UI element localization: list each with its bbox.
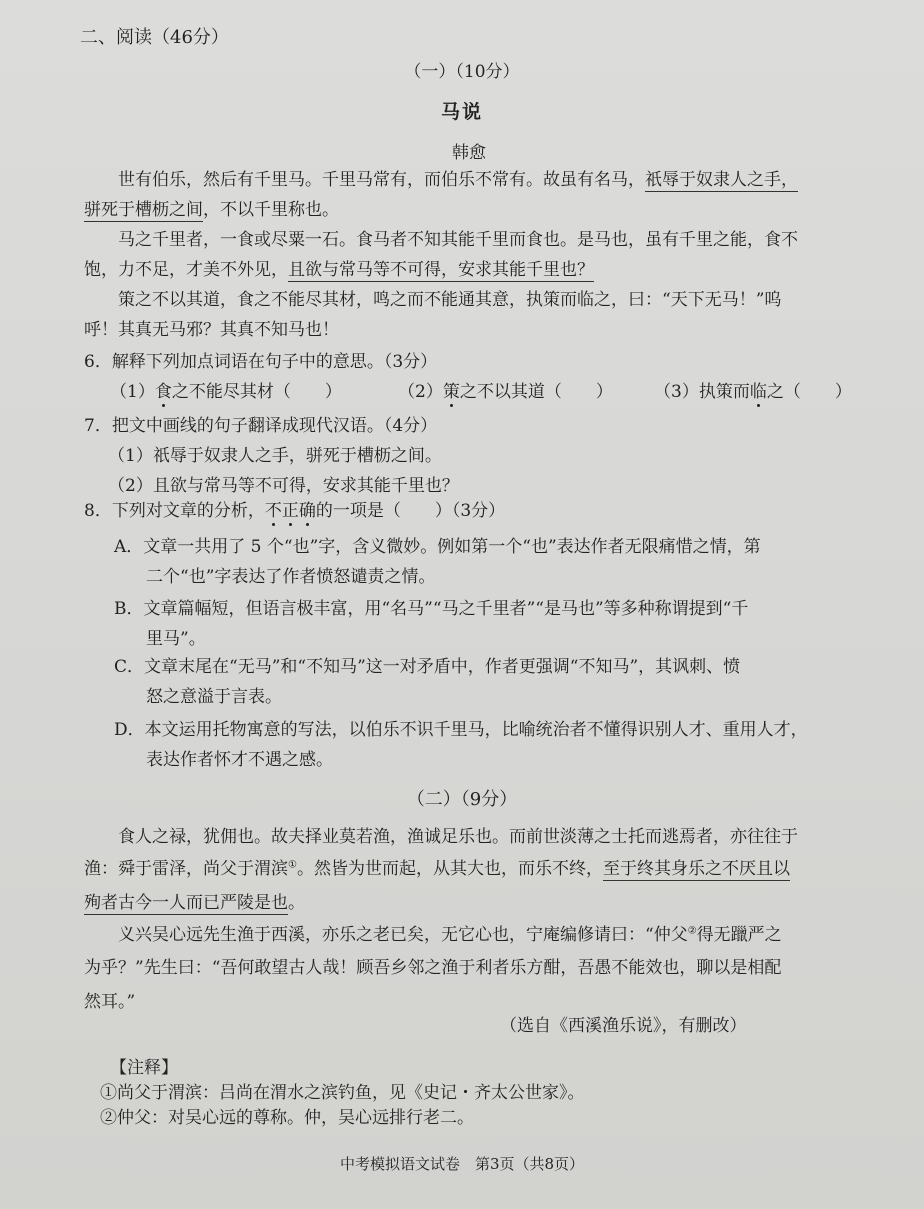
passage1-line: 骈死于槽枥之间，不以千里称也。 <box>84 200 339 220</box>
underlined-sentence: 骈死于槽枥之间 <box>84 200 203 220</box>
passage2-line: 义兴吴心远先生渔于西溪，亦乐之老已矣，无它心也，宁庵编修请曰：“仲父②得无躐严之 <box>118 925 782 945</box>
question-6-option-1: （1）食之不能尽其材（ ） <box>110 382 342 402</box>
underlined-sentence: 且欲与常马等不可得，安求其能千里也？ <box>288 260 594 280</box>
passage-title: 马说 <box>440 101 483 123</box>
passage-source: （选自《西溪渔乐说》，有删改） <box>500 1016 747 1036</box>
question-6-option-2: （2）策之不以其道（ ） <box>398 382 613 402</box>
underlined-sentence: 祇辱于奴隶人之手， <box>645 170 798 190</box>
notes-heading: 【注释】 <box>110 1058 178 1078</box>
option-c: C．文章末尾在“无马”和“不知马”这一对矛盾中，作者更强调“不知马”，其讽刺、愤 <box>114 657 741 677</box>
option-b-cont: 里马”。 <box>146 629 206 649</box>
passage2-line: 然耳。” <box>84 992 136 1012</box>
underlined-sentence: 至于终其身乐之不厌且以 <box>602 859 790 879</box>
question-7-sentence-2: （2）且欲与常马等不可得，安求其能千里也？ <box>108 476 459 496</box>
question-8-stem: 8．下列对文章的分析，不正确的一项是（ ）（3分） <box>84 501 506 521</box>
option-c-cont: 怒之意溢于言表。 <box>146 687 282 707</box>
passage2-line: 为乎？”先生曰：“吾何敢望古人哉！顾吾乡邻之渔于利者乐方酣，吾愚不能效也，聊以是相配 <box>84 958 782 978</box>
option-d: D．本文运用托物寓意的写法，以伯乐不识千里马，比喻统治者不懂得识别人才、重用人才， <box>114 720 808 740</box>
section-heading: 二、阅读（46分） <box>80 27 229 48</box>
note-ref: ② <box>687 925 697 937</box>
note-ref: ① <box>288 859 297 871</box>
passage1-line: 策之不以其道，食之不能尽其材，鸣之而不能通其意，执策而临之，曰：“天下无马！”呜 <box>118 290 782 310</box>
question-6-option-3: （3）执策而临之（ ） <box>654 382 852 402</box>
passage2-line: 殉者古今一人而已严陵是也。 <box>84 893 305 913</box>
part1-heading: （一）（10分） <box>404 62 520 82</box>
part2-heading: （二）（9分） <box>406 789 518 810</box>
passage2-line: 食人之禄，犹佣也。故夫择业莫若渔，渔诚足乐也。而前世淡薄之士托而逃焉者，亦往往于 <box>118 827 798 847</box>
note-1: ①尚父于渭滨：吕尚在渭水之滨钓鱼，见《史记・齐太公世家》。 <box>100 1083 585 1103</box>
question-7-sentence-1: （1）祇辱于奴隶人之手，骈死于槽枥之间。 <box>108 446 442 466</box>
question-7-stem: 7．把文中画线的句子翻译成现代汉语。（4分） <box>84 416 438 436</box>
option-a: A．文章一共用了 5 个“也”字，含义微妙。例如第一个“也”表达作者无限痛惜之情，第 <box>114 537 761 557</box>
question-6-stem: 6．解释下列加点词语在句子中的意思。（3分） <box>84 352 438 372</box>
page-footer: 中考模拟语文试卷 第3页（共8页） <box>339 1155 585 1173</box>
dotted-char: 正 <box>281 501 299 521</box>
passage-author: 韩愈 <box>452 143 486 163</box>
dotted-char: 确 <box>298 501 316 521</box>
passage1-line: 呼！其真无马邪？其真不知马也！ <box>84 320 339 340</box>
dotted-char: 策 <box>442 382 460 402</box>
dotted-char: 不 <box>264 501 282 521</box>
passage2-line: 渔：舜于雷泽，尚父于渭滨①。然皆为世而起，从其大也，而乐不终，至于终其身乐之不厌且以 <box>84 859 790 879</box>
passage1-line: 世有伯乐，然后有千里马。千里马常有，而伯乐不常有。故虽有名马，祇辱于奴隶人之手， <box>118 170 798 190</box>
underlined-sentence: 殉者古今一人而已严陵是也 <box>84 893 288 913</box>
note-2: ②仲父：对吴心远的尊称。仲，吴心远排行老二。 <box>100 1108 474 1128</box>
passage1-line: 马之千里者，一食或尽粟一石。食马者不知其能千里而食也。是马也，虽有千里之能，食不 <box>118 230 798 250</box>
option-b: B．文章篇幅短，但语言极丰富，用“名马”“马之千里者”“是马也”等多种称谓提到“千 <box>114 599 749 619</box>
dotted-char: 临 <box>749 382 767 402</box>
dotted-char: 食 <box>154 382 172 402</box>
option-d-cont: 表达作者怀才不遇之感。 <box>146 750 333 770</box>
option-a-cont: 二个“也”字表达了作者愤怒谴责之情。 <box>146 567 436 587</box>
passage1-line: 饱，力不足，才美不外见，且欲与常马等不可得，安求其能千里也？ <box>84 260 594 280</box>
